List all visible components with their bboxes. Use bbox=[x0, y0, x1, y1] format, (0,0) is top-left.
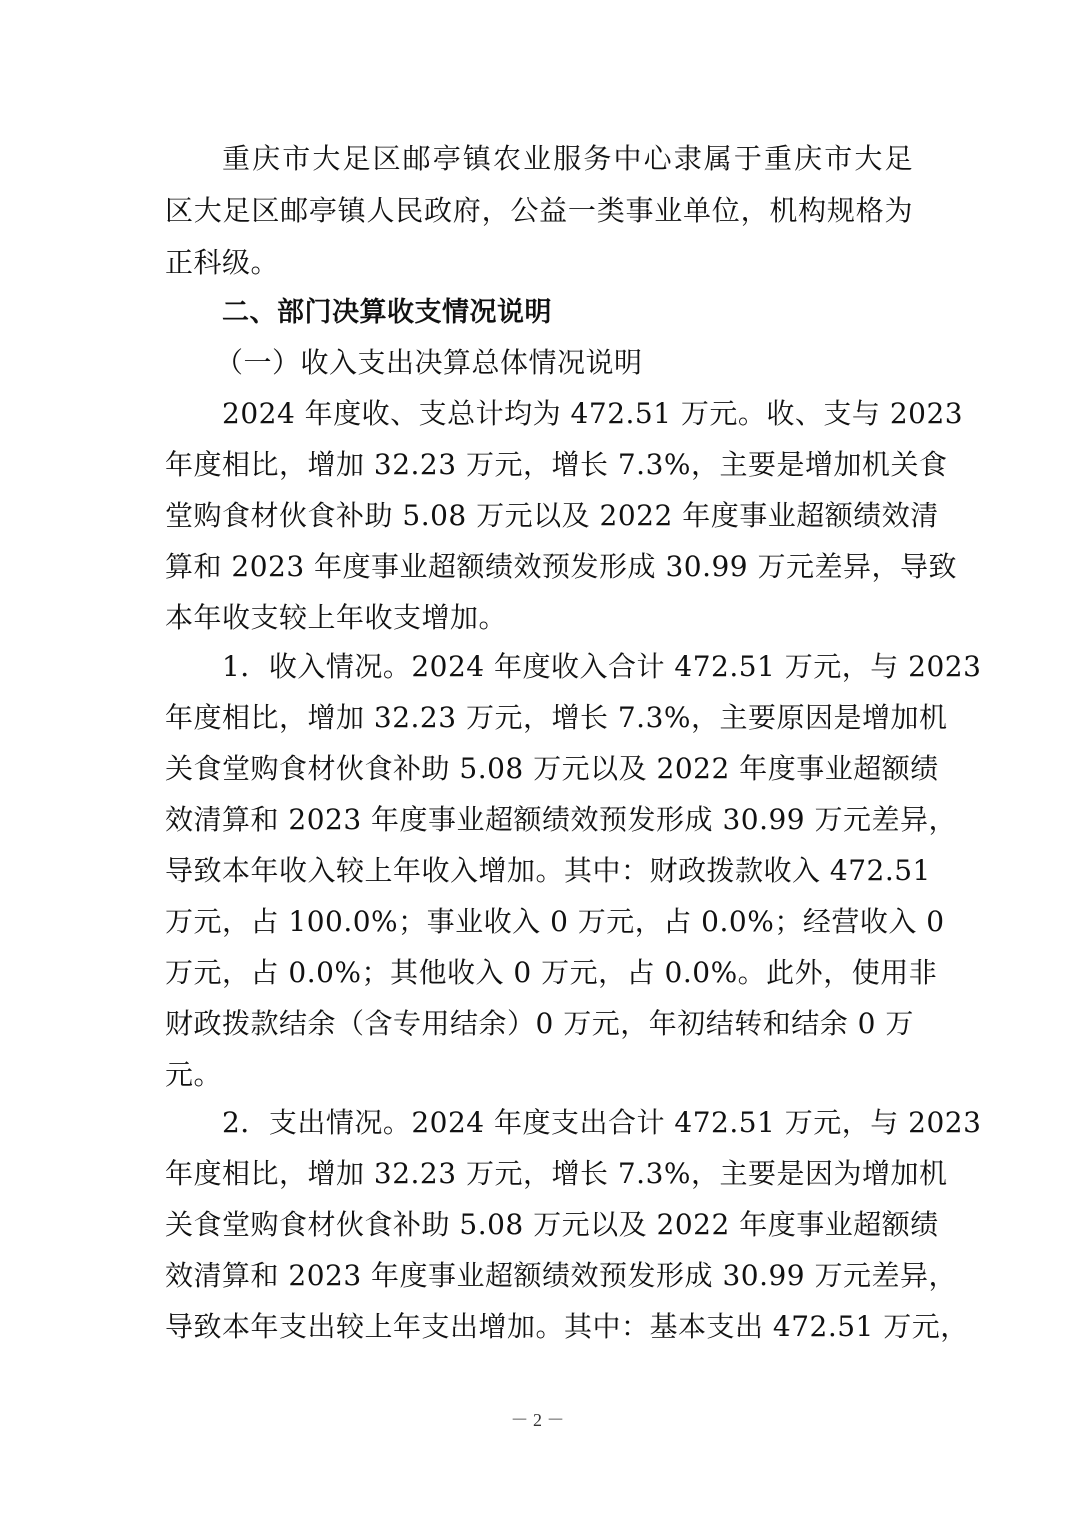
paragraph-line: 正科级。 bbox=[165, 246, 280, 279]
paragraph-line: 元。 bbox=[165, 1058, 223, 1091]
paragraph-line: 关食堂购食材伙食补助 5.08 万元以及 2022 年度事业超额绩 bbox=[165, 1208, 939, 1241]
paragraph-line: 效清算和 2023 年度事业超额绩效预发形成 30.99 万元差异， bbox=[165, 803, 958, 836]
paragraph-line: 效清算和 2023 年度事业超额绩效预发形成 30.99 万元差异， bbox=[165, 1259, 958, 1292]
paragraph-line: 财政拨款结余（含专用结余）0 万元，年初结转和结余 0 万 bbox=[165, 1007, 914, 1040]
paragraph-line: 万元，占 0.0%；其他收入 0 万元，占 0.0%。此外，使用非 bbox=[165, 956, 938, 989]
paragraph-line: 2024 年度收、支总计均为 472.51 万元。收、支与 2023 bbox=[222, 397, 964, 430]
section-heading: 二、部门决算收支情况说明 bbox=[222, 297, 552, 328]
page-number: － 2 － bbox=[510, 1410, 565, 1430]
paragraph-line: 重庆市大足区邮亭镇农业服务中心隶属于重庆市大足 bbox=[222, 142, 913, 175]
paragraph-line: 导致本年支出较上年支出增加。其中：基本支出 472.51 万元， bbox=[165, 1310, 969, 1343]
paragraph-line: 导致本年收入较上年收入增加。其中：财政拨款收入 472.51 bbox=[165, 854, 931, 887]
paragraph-line: 万元，占 100.0%；事业收入 0 万元，占 0.0%；经营收入 0 bbox=[165, 905, 945, 938]
paragraph-line: 2．支出情况。2024 年度支出合计 472.51 万元，与 2023 bbox=[222, 1106, 982, 1139]
paragraph-line: 算和 2023 年度事业超额绩效预发形成 30.99 万元差异，导致 bbox=[165, 550, 958, 583]
paragraph-line: 堂购食材伙食补助 5.08 万元以及 2022 年度事业超额绩效清 bbox=[165, 499, 939, 532]
paragraph-line: 1．收入情况。2024 年度收入合计 472.51 万元，与 2023 bbox=[222, 650, 982, 683]
paragraph-line: 本年收支较上年收支增加。 bbox=[165, 601, 508, 634]
paragraph-line: 年度相比，增加 32.23 万元，增长 7.3%，主要原因是增加机 bbox=[165, 701, 948, 734]
paragraph-line: 关食堂购食材伙食补助 5.08 万元以及 2022 年度事业超额绩 bbox=[165, 752, 939, 785]
paragraph-line: 区大足区邮亭镇人民政府，公益一类事业单位，机构规格为 bbox=[165, 194, 913, 227]
subsection-heading: （一）收入支出决算总体情况说明 bbox=[215, 346, 643, 379]
paragraph-line: 年度相比，增加 32.23 万元，增长 7.3%，主要是增加机关食 bbox=[165, 448, 948, 481]
paragraph-line: 年度相比，增加 32.23 万元，增长 7.3%，主要是因为增加机 bbox=[165, 1157, 948, 1190]
